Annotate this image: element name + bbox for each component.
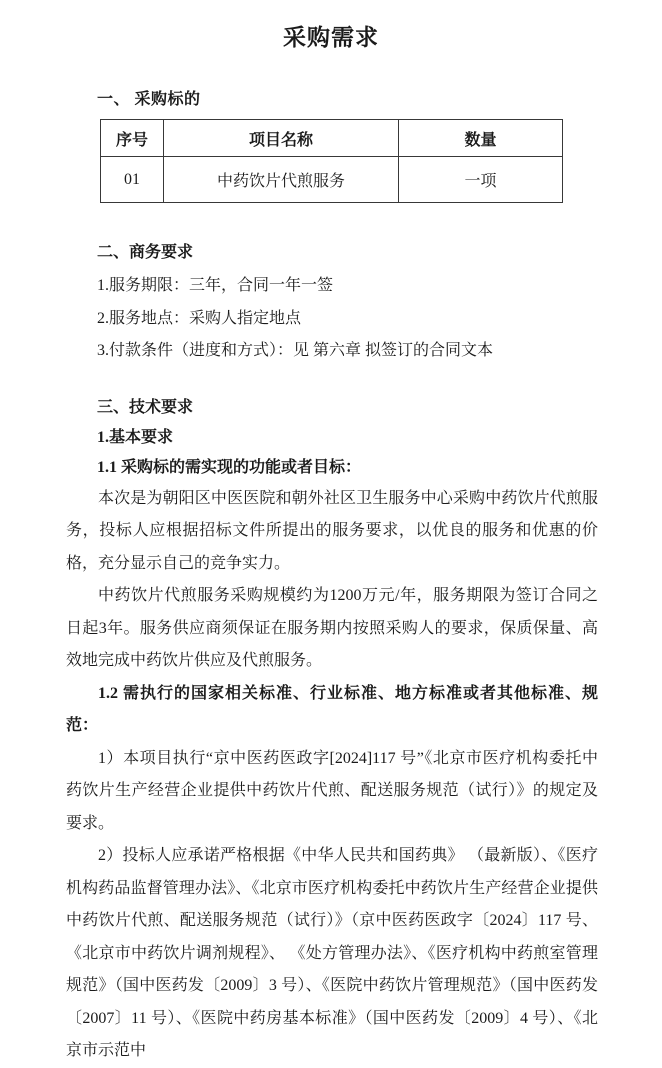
technical-requirements-headings: [66, 393, 598, 483]
table-header-quantity: 数量: [399, 120, 563, 157]
table-header-serial: 序号: [101, 120, 164, 157]
functional-goals-paragraph-1: 本次是为朝阳区中医医院和朝外社区卫生服务中心采购中药饮片代煎服务，投标人应根据招标文件所提出的服务要求，以优良的服务和优惠的价格，充分显示自己的竞争实力。: [66, 489, 598, 572]
table-cell-serial: 01: [101, 157, 164, 203]
section-1-heading: 一、 采购标的: [97, 91, 201, 108]
section-2-heading: 二、商务要求: [97, 244, 194, 261]
business-item-payment-terms: 3.付款条件（进度和方式）：见 第六章 拟签订的合同文本: [97, 342, 494, 359]
section-3-heading: 三、技术要求: [97, 398, 194, 416]
document-title: 采购需求: [283, 25, 379, 50]
business-item-service-location: 2.服务地点：采购人指定地点: [97, 309, 302, 327]
standards-heading: 1.2 需执行的国家相关标准、行业标准、地方标准或者其他标准、规范：: [66, 684, 598, 734]
document-body: [0, 90, 662, 1068]
business-item-service-term: 1.服务期限：三年，合同一年一签: [97, 277, 334, 294]
business-requirements-list: [66, 270, 598, 368]
standards-paragraph-2: 2）投标人应承诺严格根据《中华人民共和国药典》 （最新版）、《医疗机构药品监督管理办法》、《北京市医疗机构委托中药饮片生产经营企业提供中药饮片代煎、配送服务规范（试行）》（京中医药医政字〔2024〕117 号、《北京市中药饮片调剂规程》、 《处方管理办法》、《医疗机构中药煎室管理规范》（国中医药发〔2009〕3 号）、《医院中药饮片管理规范》（国中医药发〔2007〕11 号）、《医院中药房基本标准》（国中医药发〔2009〕4 号）、《北京市示范中: [66, 847, 598, 1059]
table-cell-project-name: 中药饮片代煎服务: [164, 157, 399, 203]
functional-goals-heading: 1.1 采购标的需实现的功能或者目标：: [97, 458, 362, 476]
table-header-project-name: 项目名称: [164, 120, 399, 157]
document-page: [0, 22, 662, 1059]
standards-paragraph-1: 1）本项目执行“京中医药医政字[2024]117 号”《北京市医疗机构委托中药饮片生产经营企业提供中药饮片代煎、配送服务规范（试行）》的规定及要求。: [66, 749, 598, 832]
procurement-table: [100, 119, 563, 203]
table-cell-quantity: 一项: [399, 157, 563, 203]
table-row: [101, 157, 563, 203]
basic-requirements-heading: 1.基本要求: [97, 428, 174, 446]
table-header-row: [101, 120, 563, 157]
functional-goals-paragraph-2: 中药饮片代煎服务采购规模约为1200万元/年，服务期限为签订合同之日起3年。服务供应商须保证在服务期内按照采购人的要求，保质保量、高效地完成中药饮片供应及代煎服务。: [66, 587, 598, 669]
